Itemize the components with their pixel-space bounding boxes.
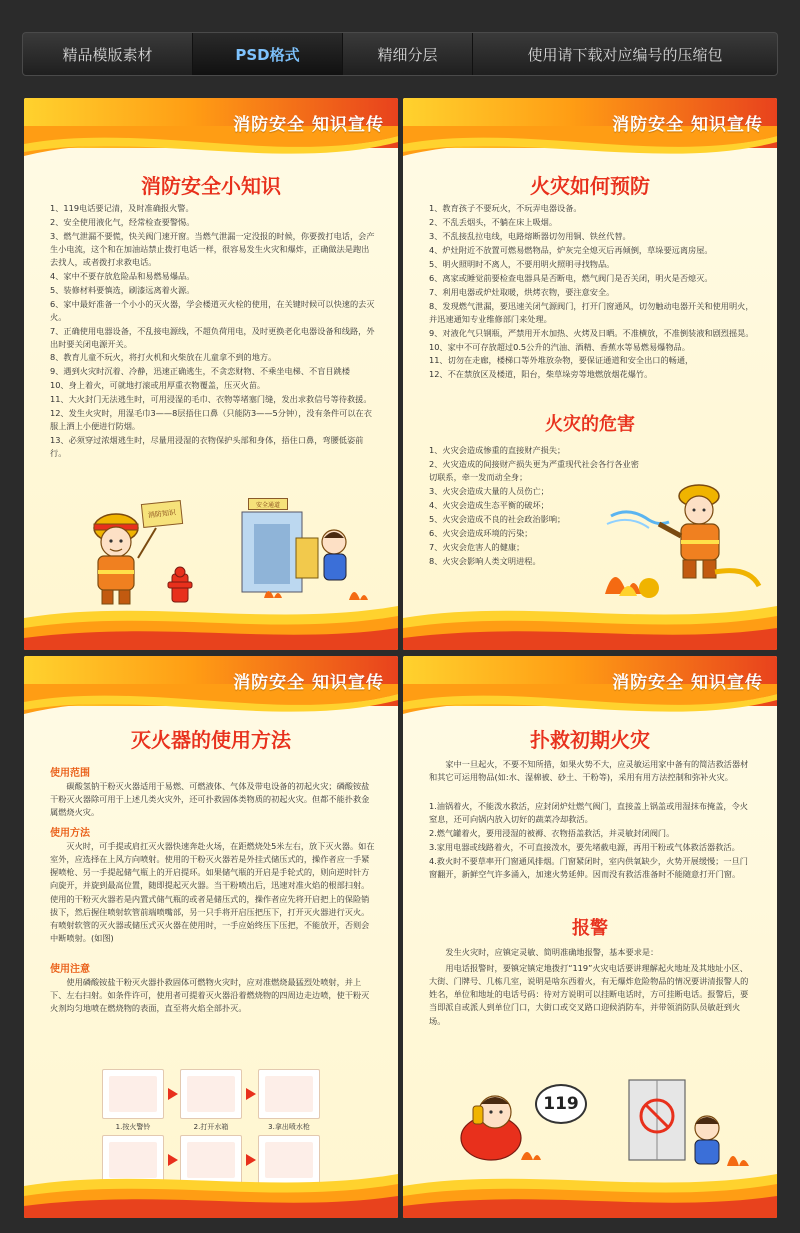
list-item: 8、发现燃气泄漏，要迅速关闭气源阀门，打开门窗通风，切勿触动电器开关和使用明火，并迅速通知专业维修部门来处理。 <box>429 300 754 324</box>
section-heading: 使用方法 <box>50 828 90 839</box>
hazard-title: 火灾的危害 <box>545 414 635 435</box>
escape-scene-illustration <box>234 498 384 608</box>
tab-psd-format[interactable]: PSD格式 <box>193 33 343 75</box>
section-text: 灭火时，可手提或肩扛灭火器快速奔赴火场，在距燃烧处5米左右，放下灭火器。如在室外，应选择在上风方向喷射。使用的干粉灭火器若是外挂式储压式的，操作者应一手紧握喷枪、另一手提起储气瓶上的开启提环。如果储气瓶的开启是手轮式的，则向逆时针方向旋开，并旋到最高位置，随即提起灭火器。当干粉喷出后，迅速对准火焰的根部扫射。使用的干粉灭火器若是内置式储气瓶的或者是储压式的，操作者应先将开启把上的保险销拔下，然后握住喷射软管前端喷嘴部，另一只手将开启压把压下，打开灭火器进行灭火。有喷射软管的灭火器或储压式灭火器在使用时，一手应始终压下压把，不能放开，否则会中断喷射。(如图) <box>50 841 375 943</box>
list-item: 1、教育孩子不要玩火，不玩弄电器设备。 <box>429 203 582 213</box>
safety-exit-board: 安全通道 <box>248 498 288 510</box>
list-item: 7、利用电器或炉灶取暖，烘烤衣物，要注意安全。 <box>429 286 615 297</box>
elevator-no-entry-illustration <box>623 1076 753 1171</box>
list-item: 11、大火封门无法逃生时，可用浸湿的毛巾、衣物等堵塞门缝，发出求救信号等待救援。 <box>50 394 372 405</box>
step-card <box>102 1069 164 1131</box>
arrow-right-icon <box>168 1154 178 1166</box>
alarm-text: 用电话报警时，要镇定镇定地拨打“119”火灾电话要讲理解起火地址及其地址小区、大街、门牌号、几栋几室，说明是啥东西着火，有无爆炸危险物品的情况要讲清报警人的姓名，单位和地址的电话号码：待对方说明可以挂断电话时，方可挂断电话。报警后，要当即派自或派人到单位门口，大街口或交叉路口迎候消防车，并带领消防队员敏赶到火场。 <box>429 963 749 1026</box>
section-heading: 使用注意 <box>50 964 90 975</box>
prevention-list <box>429 202 755 382</box>
list-item: 4、家中不要存放危险品和易燃易爆品。 <box>50 270 195 281</box>
header-title: 消防安全 知识宣传 <box>233 115 384 135</box>
poster-title: 扑救初期火灾 <box>530 728 650 752</box>
section-text: 使用磷酸铵盐干粉灭火器扑救固体可燃物火灾时，应对准燃烧最猛烈处喷射，并上下、左右扫射。如条件许可，使用者可提着灭火器沿着燃烧物的四周边走边喷，使干粉灭火剂均匀地喷在燃烧物的表面，直至将火焰全部扑灭。 <box>50 977 370 1014</box>
section-text: 碳酸氢钠干粉灭火器适用于易燃、可燃液体、气体及带电设备的初起火灾；磷酸铵盐干粉灭火器除可用于上述几类火灾外，还可扑救固体类物质的初起火灾。但都不能扑救金属燃烧火灾。 <box>50 781 370 818</box>
arrow-right-icon <box>168 1088 178 1100</box>
firefighter-spraying-illustration <box>599 476 769 606</box>
alarm-title: 报警 <box>572 918 608 939</box>
tab-fine-layers[interactable]: 精细分层 <box>343 33 473 75</box>
list-item: 2.燃气罐着火，要用浸湿的被褥、衣物捂盖救活，并灵敏封闭阀门。 <box>429 827 675 838</box>
poster-title: 火灾如何预防 <box>530 174 650 198</box>
fighting-list <box>429 800 755 882</box>
arrow-right-icon <box>246 1088 256 1100</box>
step-caption: 2.打开水箱 <box>193 1123 229 1131</box>
poster-extinguisher-usage <box>24 656 398 1218</box>
list-item: 13、必须穿过浓烟逃生时，尽量用浸湿的衣物保护头部和身体，捂住口鼻，弯腰低姿前行。 <box>50 435 364 459</box>
header-title: 消防安全 知识宣传 <box>612 673 763 693</box>
list-item: 6、火灾会造成环境的污染； <box>429 527 533 538</box>
list-item: 6、离家或睡觉前要检查电器具是否断电，燃气阀门是否关闭，明火是否熄灭。 <box>429 272 713 283</box>
list-item: 10、身上着火，可就地打滚或用厚重衣物覆盖，压灭火苗。 <box>50 380 266 391</box>
footer-wave <box>403 1166 777 1218</box>
poster-title: 灭火器的使用方法 <box>131 728 291 752</box>
step-caption: 3.拿出喷水枪 <box>268 1123 310 1131</box>
list-item: 1、119电话要记清，及时准确报火警。 <box>50 203 194 213</box>
footer-wave <box>24 1166 398 1218</box>
poster-early-fire-fighting <box>403 656 777 1218</box>
step-card <box>180 1069 242 1131</box>
section-heading: 使用范围 <box>50 768 90 779</box>
list-item: 11、切勿在走廊，楼梯口等外堆放杂物，要保证通道和安全出口的畅通， <box>429 355 694 366</box>
top-tab-bar <box>22 32 778 76</box>
footer-wave <box>24 598 398 650</box>
list-item: 12、不在禁放区及楼道，阳台，柴草垛旁等地燃放烟花爆竹。 <box>429 369 653 380</box>
tips-list <box>50 202 376 461</box>
fire-knowledge-sign: 消防知识 <box>141 500 183 528</box>
poster-title: 消防安全小知识 <box>141 174 281 198</box>
list-item: 1.油锅着火，不能泼水救活，应封闭炉灶燃气阀门，直接盖上锅盖或用湿抹布掩盖，令火窒息，还可向锅内放入切好的蔬菜冷却救活。 <box>429 801 748 824</box>
list-item: 9、遇到火灾时沉着、冷静，迅速正确逃生，不贪恋财物、不乘坐电梯、不盲目跳楼 <box>50 366 350 377</box>
poster-fire-prevention <box>403 98 777 650</box>
alarm-text: 发生火灾时，应镇定灵敏、简明准确地报警，基本要求是： <box>445 947 659 957</box>
list-item: 12、发生火灾时，用湿毛巾3——8层捂住口鼻（只能防3——5分钟），没有条件可以在衣服上洒上小便进行防烟。 <box>50 408 372 432</box>
footer-wave <box>403 598 777 650</box>
list-item: 4、火灾会造成生态平衡的破坏； <box>429 499 549 510</box>
list-item: 10、家中不可存放超过0.5公升的汽油、酒精、香蕉水等易燃易爆物品。 <box>429 341 690 352</box>
poster-fire-safety-tips <box>24 98 398 650</box>
list-item: 7、正确使用电器设备，不乱接电源线，不超负荷用电，及时更换老化电器设备和线路，外出时要关闭电源开关。 <box>50 325 375 349</box>
arrow-right-icon <box>246 1154 256 1166</box>
intro-text: 家中一旦起火，不要不知所措，如果火势不大，应灵敏运用家中备有的简洁救活器材和其它可运用物品(如:水、湿棉被、砂土、干粉等)，采用有用方法控制和弥补火灾。 <box>429 759 749 783</box>
list-item: 7、火灾会危害人的健康； <box>429 541 525 552</box>
list-item: 6、家中最好准备一个小小的灭火器，学会楼道灭火栓的使用，在关键时候可以快速的去灭火。 <box>50 298 375 322</box>
list-item: 8、火灾会影响人类文明进程。 <box>429 555 541 566</box>
list-item: 3、火灾会造成大量的人员伤亡； <box>429 485 549 496</box>
list-item: 3.家用电器或线路着火，不可直接泼水，要先堵截电源，再用干粉或气体救活器救活。 <box>429 841 740 852</box>
list-item: 1、火灾会造成惨重的直接财产损失； <box>429 445 566 455</box>
list-item: 4、炉灶附近不放置可燃易燃物品，炉灰完全熄灭后再倾倒，草垛要远离房屋。 <box>429 244 713 255</box>
header-title: 消防安全 知识宣传 <box>233 673 384 693</box>
list-item: 2、火灾造成的间接财产损失更为严重现代社会各行各业密切联系，牵一发而动全身； <box>429 458 639 482</box>
header-title: 消防安全 知识宣传 <box>612 115 763 135</box>
bubble-119: 119 <box>535 1084 587 1124</box>
list-item: 4.救火时不要草率开门窗通风排烟。门窗紧闭时，室内供氧缺少，火势开展缓慢；一旦门窗翻开，新鲜空气许多涌入，加速火势延伸。因而没有救活准备时不能随意打开门窗。 <box>429 855 748 879</box>
list-item: 9、对液化气只钢瓶，严禁用开水加热、火烤及日晒。不准横放，不准倒装液和剧烈摇晃。 <box>429 327 754 338</box>
tab-download-note[interactable]: 使用请下载对应编号的压缩包 <box>527 45 723 64</box>
list-item: 8、教育儿童不玩火，将打火机和火柴放在儿童拿不到的地方。 <box>50 352 277 363</box>
list-item: 3、燃气泄漏不要慌，快关阀门速开窗。当燃气泄漏一定没报的时候，你要拨打电话，会产生小电流，这个和在加油站禁止拨打电话一样，很容易发生火灾和爆炸，正确做法是跑出去找人，或者拨打求救电话。 <box>50 230 375 267</box>
list-item: 2、安全使用液化气，经常检查要警惕。 <box>50 216 195 227</box>
step-card <box>258 1069 320 1131</box>
step-caption: 1.按火警铃 <box>115 1123 151 1131</box>
list-item: 3、不乱接乱拉电线，电路熔断器切勿用铜、铁丝代替。 <box>429 230 631 241</box>
list-item: 5、明火照明时不离人，不要用明火照明寻找物品。 <box>429 258 615 269</box>
list-item: 2、不乱丢烟头，不躺在床上吸烟。 <box>429 216 558 227</box>
tab-template-material[interactable]: 精品模版素材 <box>23 33 193 75</box>
list-item: 5、装修材料要慎选，刷漆远离着火源。 <box>50 284 195 295</box>
list-item: 5、火灾会造成不良的社会政治影响； <box>429 513 566 524</box>
